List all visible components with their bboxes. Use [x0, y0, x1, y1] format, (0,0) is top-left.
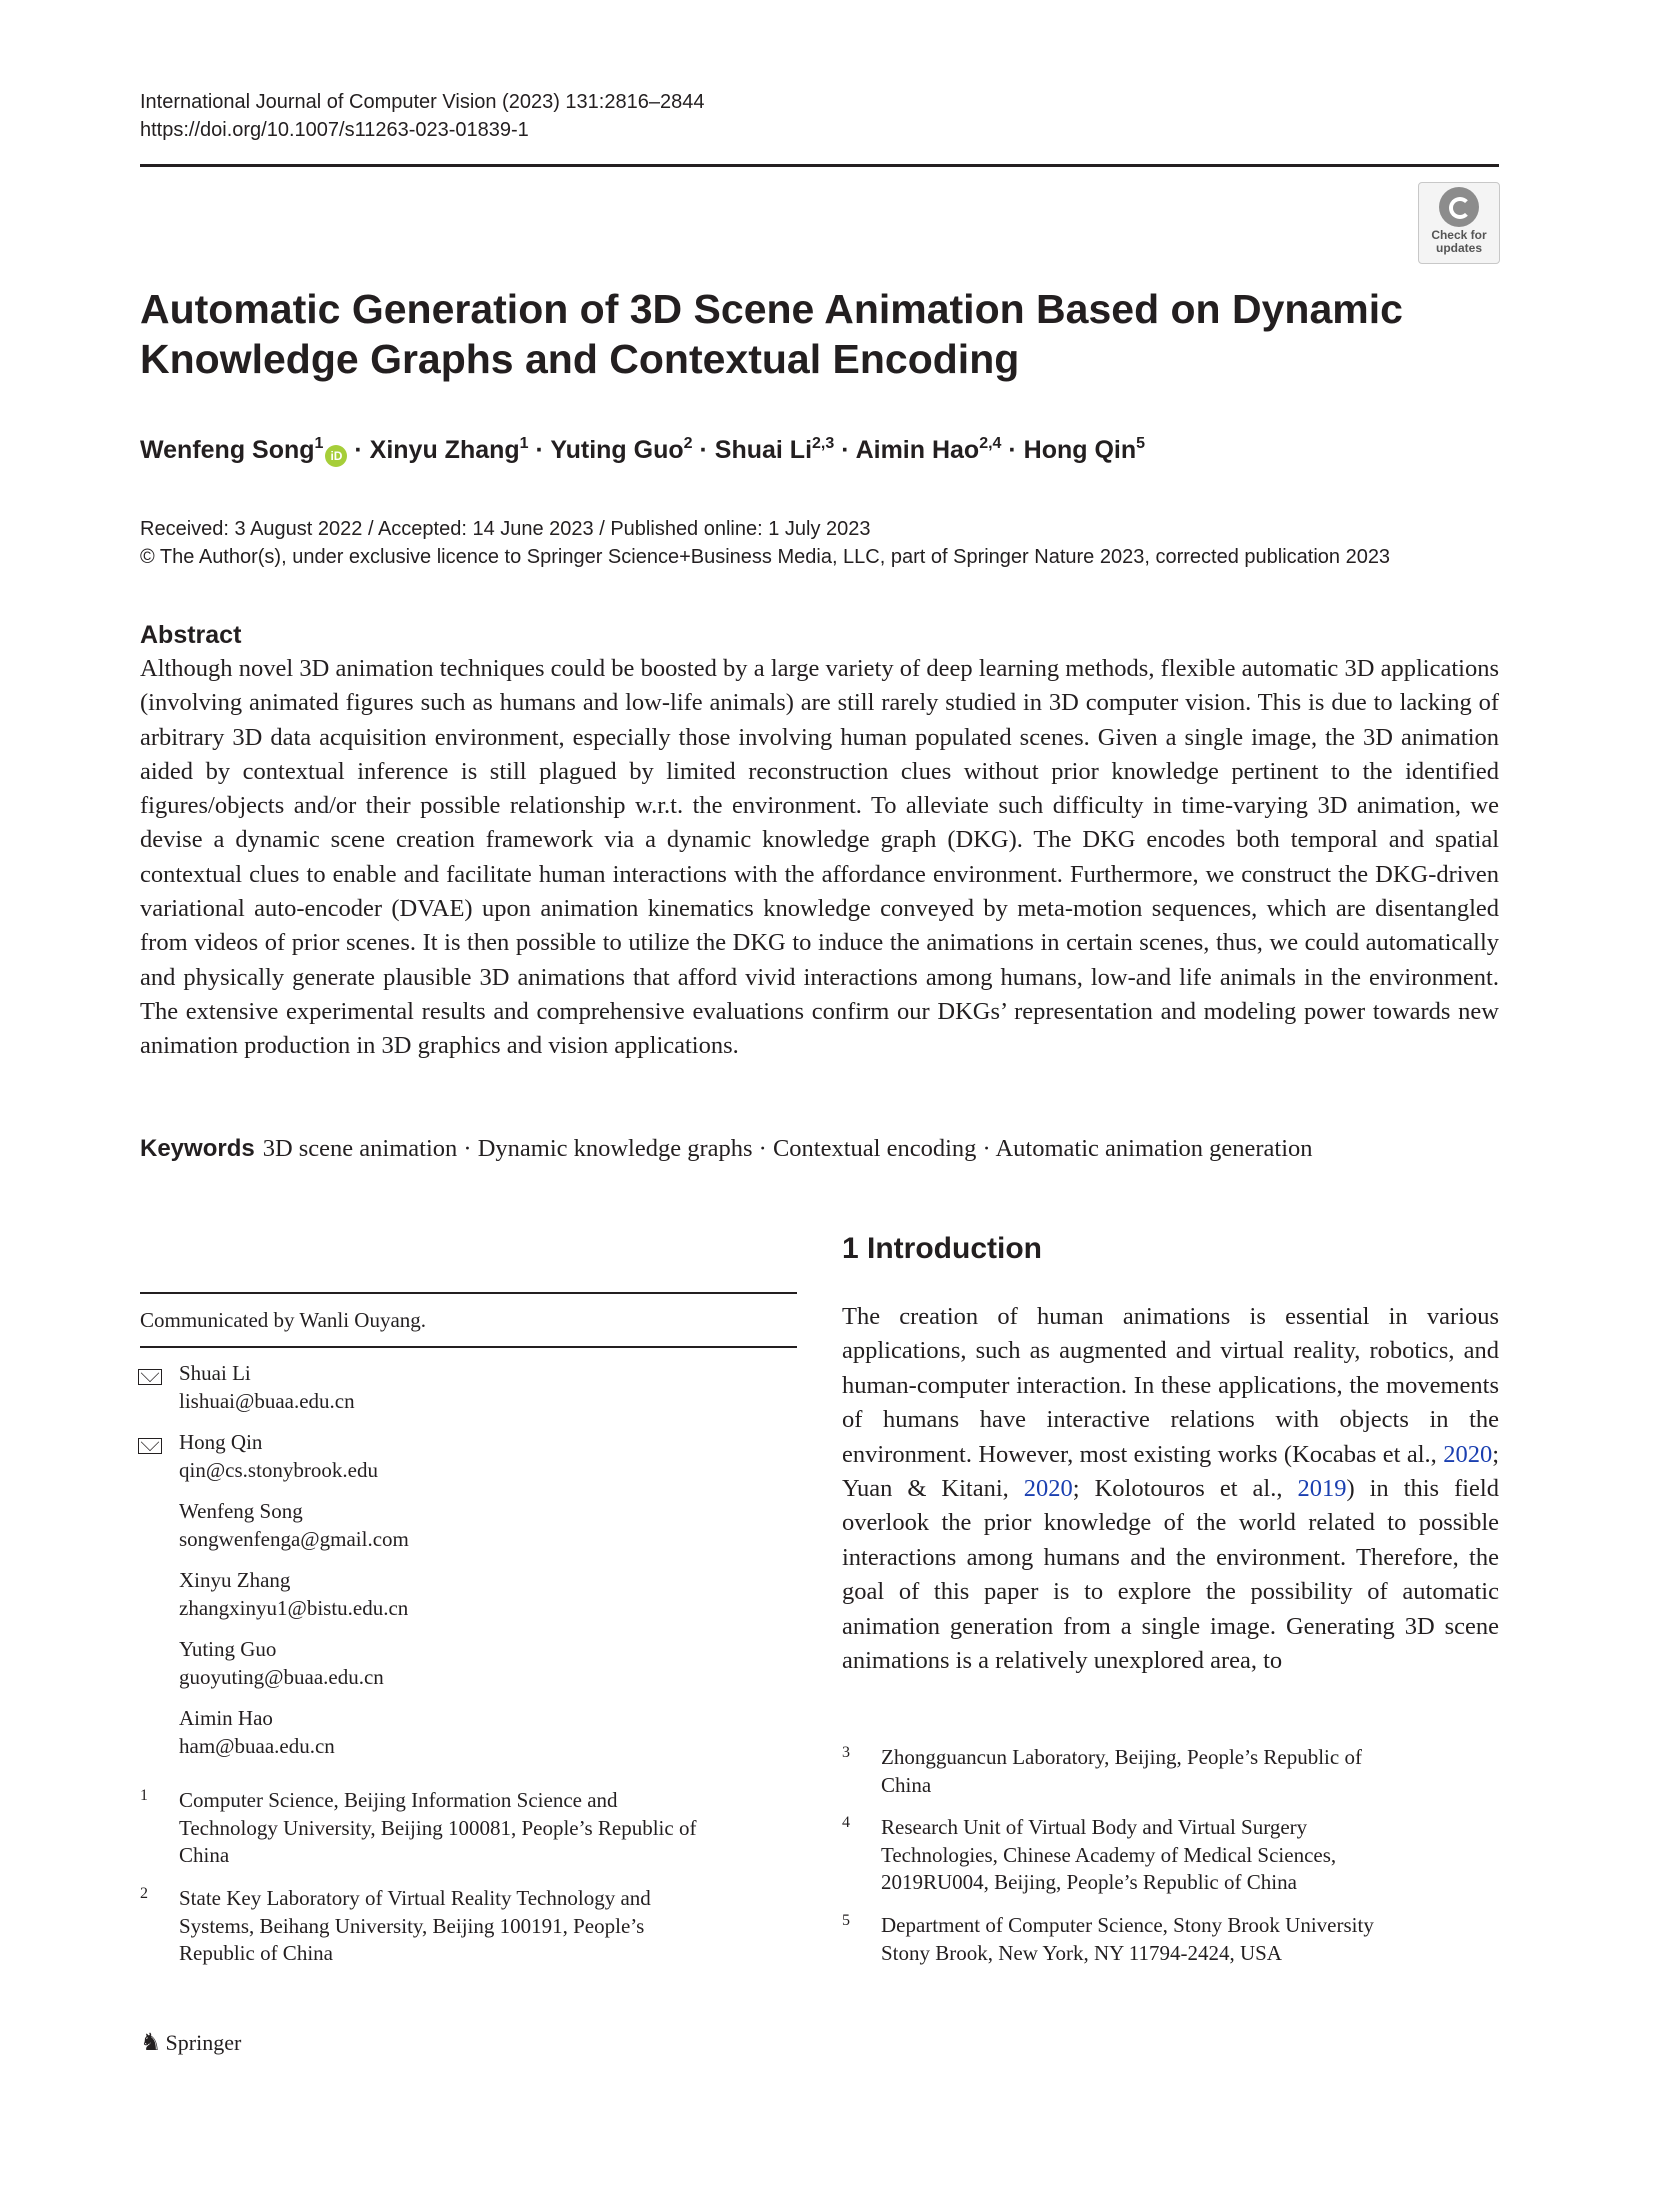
contact-email[interactable]: zhangxinyu1@bistu.edu.cn — [179, 1595, 409, 1620]
affiliation-number: 2 — [140, 1885, 148, 1902]
paper-title — [140, 284, 1440, 384]
affiliation-entry — [881, 1912, 1374, 1967]
contact-name: Shuai Li — [179, 1361, 251, 1385]
contact-entry — [179, 1360, 355, 1415]
abstract-text: Although novel 3D animation techniques could be boosted by a large variety of deep learning methods, flexible automatic 3D applications (involving animated figures such as humans and low-life animals) are still rarely studied in 3D computer vision. This is due to lacking of arbitrary 3D data acquisition environment, especially those involving human populated scenes. Given a single image, the 3D animation aided by contextual inference is still plagued by limited reconstruction clues without prior knowledge pertinent to the identified figures/objects and/or their possible relationship w.r.t. the environment. To alleviate such difficulty in time-varying 3D animation, we devise a dynamic scene creation framework via a dynamic knowledge graph (DKG). The DKG encodes both temporal and spatial contextual clues to enable and facilitate human interactions with the affordance environment. Furthermore, we construct the DKG-driven variational auto-encoder (DVAE) upon animation kinematics knowledge conveyed by meta-motion sequences, which are disentangled from videos of prior scenes. It is then possible to utilize the DKG to induce the animations in certain scenes, thus, we could automatically and physically generate plausible 3D animations that afford vivid interactions among humans, low-and life animals in the environment. The extensive experimental results and comprehensive evaluations confirm our DKGs’ representation and modeling power towards new animation production in 3D graphics and vision applications. — [140, 655, 1499, 1060]
author-affiliation-sup: 2 — [683, 435, 693, 452]
contact-entry — [179, 1705, 335, 1760]
author-affiliation-sup: 1 — [519, 435, 529, 452]
keywords-text: 3D scene animation · Dynamic knowledge graphs · Contextual encoding · Automatic animation generation — [262, 1135, 1313, 1162]
affiliation-number: 4 — [842, 1814, 850, 1831]
introduction-text — [842, 1300, 1499, 1678]
contact-email[interactable]: songwenfenga@gmail.com — [179, 1526, 409, 1551]
author-name[interactable]: Wenfeng Song — [140, 436, 315, 464]
intro-text-part: ; Yuan & Kitani, — [842, 1440, 1499, 1503]
envelope-icon[interactable] — [138, 1369, 162, 1385]
contact-entry — [179, 1498, 409, 1553]
affiliation-entry — [179, 1787, 696, 1870]
copyright-notice: © The Author(s), under exclusive licence to Springer Science+Business Media, LLC, part of Springer Nature 2023, corrected publication 2023 — [140, 546, 1391, 568]
author-name[interactable]: Hong Qin — [1023, 436, 1137, 464]
contact-entry — [179, 1636, 384, 1691]
author-name[interactable]: Yuting Guo — [550, 436, 684, 464]
title-line-2: Knowledge Graphs and Contextual Encoding — [140, 336, 1020, 382]
contact-name: Yuting Guo — [179, 1637, 277, 1661]
footnote-divider-bottom — [140, 1346, 797, 1348]
affiliation-entry — [881, 1814, 1336, 1897]
doi-link[interactable]: https://doi.org/10.1007/s11263-023-01839-1 — [140, 119, 529, 141]
author-name[interactable]: Aimin Hao — [855, 436, 980, 464]
affiliation-number: 1 — [140, 1787, 148, 1804]
affiliation-line: Systems, Beihang University, Beijing 100191, People’s — [179, 1913, 645, 1938]
citation-link[interactable]: 2019 — [1297, 1475, 1347, 1503]
springer-horse-icon: ♞ — [140, 2030, 162, 2056]
affiliation-line: Computer Science, Beijing Information Science and — [179, 1788, 618, 1812]
affiliation-line: China — [881, 1772, 932, 1797]
contact-entry — [179, 1429, 378, 1484]
affiliation-line: Research Unit of Virtual Body and Virtual Surgery — [881, 1815, 1308, 1839]
crossmark-icon — [1439, 187, 1479, 227]
author-name[interactable]: Xinyu Zhang — [369, 436, 520, 464]
affiliation-number: 3 — [842, 1744, 850, 1761]
author-name[interactable]: Shuai Li — [714, 436, 813, 464]
envelope-icon[interactable] — [138, 1438, 162, 1454]
author-list: Wenfeng Song$^1$iD · Xinyu Zhang$^1$ · Yuting Guo$^2$ · Shuai Li$^{2,3}$ · Aimin Hao$^{2,4}$ · Hong Qin$^5$ — [140, 428, 1145, 467]
contact-email[interactable]: guoyuting@buaa.edu.cn — [179, 1664, 384, 1689]
intro-text-part: ; Kolotouros et al., — [1072, 1475, 1298, 1503]
intro-text-part: ) in this field overlook the prior knowledge of the world related to possible interactions among humans and the environment. Therefore, the goal of this paper is to explore the possibility of automatic animation generation from a single image. Generating 3D scene animations is a relatively unexplored area, to — [842, 1475, 1499, 1675]
citation-link[interactable]: 2020 — [1023, 1475, 1073, 1503]
header-divider — [140, 164, 1499, 167]
title-line-1: Automatic Generation of 3D Scene Animation Based on Dynamic — [140, 286, 1403, 332]
author-affiliation-sup: 2,4 — [979, 435, 1002, 452]
keywords-line — [140, 1132, 1313, 1166]
affiliation-line: Zhongguancun Laboratory, Beijing, People’s Republic of — [881, 1745, 1362, 1769]
check-updates-line2: updates — [1435, 241, 1482, 255]
affiliation-line: State Key Laboratory of Virtual Reality Technology and — [179, 1886, 651, 1910]
contact-name: Xinyu Zhang — [179, 1568, 291, 1592]
citation-link[interactable]: 2020 — [1443, 1440, 1493, 1468]
springer-logo — [140, 2028, 241, 2058]
affiliation-line: 2019RU004, Beijing, People’s Republic of China — [881, 1870, 1297, 1894]
orcid-icon[interactable]: iD — [325, 445, 347, 467]
check-updates-line1: Check for — [1431, 228, 1487, 242]
contact-email[interactable]: ham@buaa.edu.cn — [179, 1733, 335, 1758]
affiliation-line: Technology University, Beijing 100081, People’s Republic of — [179, 1815, 697, 1840]
affiliation-number: 5 — [842, 1912, 850, 1929]
intro-text-part: The creation of human animations is essential in various applications, such as augmented and virtual reality, robotics, and human-computer interaction. In these applications, the movements of humans have interactive relations with objects in the environment. However, most existing works (Kocabas et al., — [842, 1303, 1499, 1468]
keywords-label: Keywords — [140, 1135, 255, 1162]
abstract-heading: Abstract — [140, 621, 242, 649]
author-affiliation-sup: 2,3 — [812, 435, 835, 452]
author-affiliation-sup: 5 — [1136, 435, 1146, 452]
contact-name: Wenfeng Song — [179, 1499, 303, 1523]
contact-name: Hong Qin — [179, 1430, 263, 1454]
affiliation-line: Stony Brook, New York, NY 11794-2424, USA — [881, 1940, 1282, 1965]
publisher-name: Springer — [165, 2030, 242, 2055]
communicated-by: Communicated by Wanli Ouyang. — [140, 1308, 427, 1332]
contact-email[interactable]: lishuai@buaa.edu.cn — [179, 1388, 355, 1413]
contact-entry — [179, 1567, 408, 1622]
footnote-divider-top — [140, 1292, 797, 1294]
journal-citation: International Journal of Computer Vision (2023) 131:2816–2844 — [140, 91, 705, 113]
affiliation-line: Republic of China — [179, 1941, 333, 1965]
section-heading-introduction: 1 Introduction — [842, 1232, 1042, 1265]
author-affiliation-sup: 1 — [314, 435, 324, 452]
affiliation-line: China — [179, 1843, 230, 1867]
affiliation-line: Department of Computer Science, Stony Brook University — [881, 1913, 1374, 1937]
affiliation-line: Technologies, Chinese Academy of Medical Sciences, — [881, 1842, 1337, 1867]
affiliation-entry — [881, 1744, 1362, 1799]
contact-name: Aimin Hao — [179, 1706, 273, 1730]
check-for-updates-badge[interactable] — [1418, 182, 1500, 264]
contact-email[interactable]: qin@cs.stonybrook.edu — [179, 1457, 378, 1482]
affiliation-entry — [179, 1885, 651, 1968]
publication-dates: Received: 3 August 2022 / Accepted: 14 June 2023 / Published online: 1 July 2023 — [140, 518, 871, 540]
